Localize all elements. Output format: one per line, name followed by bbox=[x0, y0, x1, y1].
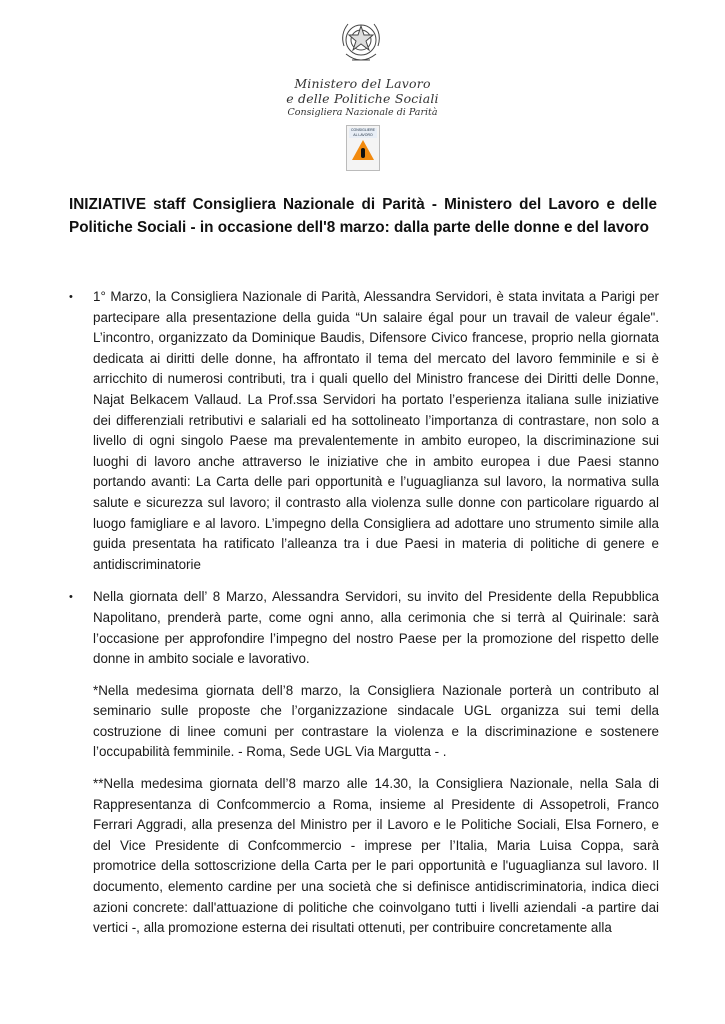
ministry-name bbox=[0, 76, 725, 119]
document-title: INIZIATIVE staff Consigliera Nazionale di Parità - Ministero del Lavoro e delle Politiche Sociali - in occasione dell'8 marzo: dalla parte delle donne e del lavoro bbox=[69, 196, 657, 236]
office-line: Consigliera Nazionale di Parità bbox=[287, 107, 438, 118]
sub-paragraph: *Nella medesima giornata dell’8 marzo, la Consigliera Nazionale porterà un contributo al seminario sulle proposte che l’organizzazione sindacale UGL organizza sui temi della costruzione di linee comuni per contrastare la violenza e la discriminazione e sostenere l’occupabilità femminile. - Roma, Sede UGL Via Margutta - . bbox=[93, 682, 659, 760]
initiatives-list bbox=[69, 287, 659, 939]
list-item bbox=[69, 287, 659, 575]
italian-republic-emblem-icon bbox=[338, 16, 384, 68]
paragraph: Nella giornata dell’ 8 Marzo, Alessandra Servidori, su invito del Presidente della Repubblica Napolitano, prenderà parte, come ogni anno, alla cerimonia che si terrà al Quirinale: sarà l’occasione per approfondire l’impegno del nostro Paese per la promozione del rispetto delle donne in ambito sociale e lavorativo. bbox=[93, 589, 659, 667]
ministry-line-2: e delle Politiche Sociali bbox=[286, 91, 439, 106]
ministry-line-1: Ministero del Lavoro bbox=[294, 76, 431, 91]
consigliera-al-lavoro-logo-icon bbox=[346, 125, 380, 171]
bullet-icon: • bbox=[69, 591, 73, 604]
list-item bbox=[69, 587, 659, 939]
bullet-icon: • bbox=[69, 291, 73, 303]
paragraph: 1° Marzo, la Consigliera Nazionale di Parità, Alessandra Servidori, è stata invitata a Parigi per partecipare alla presentazione della guida “Un salaire égal pour un travail de valeur égale". L’incontro, organizzato da Dominique Baudis, Difensore Civico francese, proprio nella giornata dedicata ai diritti delle donne, ha affrontato il tema del mercato del lavoro femminile e si è arricchito di numerosi contributi, tra i quali quello del Ministro francese dei Diritti delle Donne, Najat Belkacem Vallaud. La Prof.ssa Servidori ha portato l’esperienza italiana sulle iniziative dei differenziali retributivi e salariali ed ha sottolineato l’importanza di contrastare, non solo a livello di ogni singolo Paese ma prevalentemente in ambito europeo, la discriminazione sui luoghi di lavoro anche attraverso le iniziative che in ambito europea i due Paesi stanno portando avanti: La Carta delle pari opportunità e l’uguaglianza sul lavoro, la normativa sulla salute e sicurezza sul lavoro; il contrasto alla violenza sulle donne con particolare riguardo al luogo famigliare e al lavoro. L’impegno della Consigliera ad adottare uno strumento simile alla guida presentata ha ratificato l’alleanza tra i due Paesi in materia di politiche di genere e antidiscriminatorie bbox=[93, 289, 659, 572]
sub-paragraph: **Nella medesima giornata dell’8 marzo alle 14.30, la Consigliera Nazionale, nella Sala di Rappresentanza di Confcommercio a Roma, insieme al Presidente di Assopetroli, Franco Ferrari Aggradi, alla presenza del Ministro per il Lavoro e le Politiche Sociali, Elsa Fornero, e del Vice Presidente di Confcommercio - imprese per l’Italia, Maria Luisa Coppa, sarà promotrice della sottoscrizione della Carta per le pari opportunità e l'uguaglianza sul lavoro. Il documento, elemento cardine per una società che si definisce antidiscriminatoria, indica dieci azioni concrete: dall'attuazione di politiche che coinvolgano tutti i livelli aziendali -a partire dai vertici -, alla promozione esterna dei risultati ottenuti, per contribuire concretamente alla bbox=[93, 776, 659, 936]
logo-text: CONSIGLIERE AL LAVORO bbox=[351, 128, 375, 137]
